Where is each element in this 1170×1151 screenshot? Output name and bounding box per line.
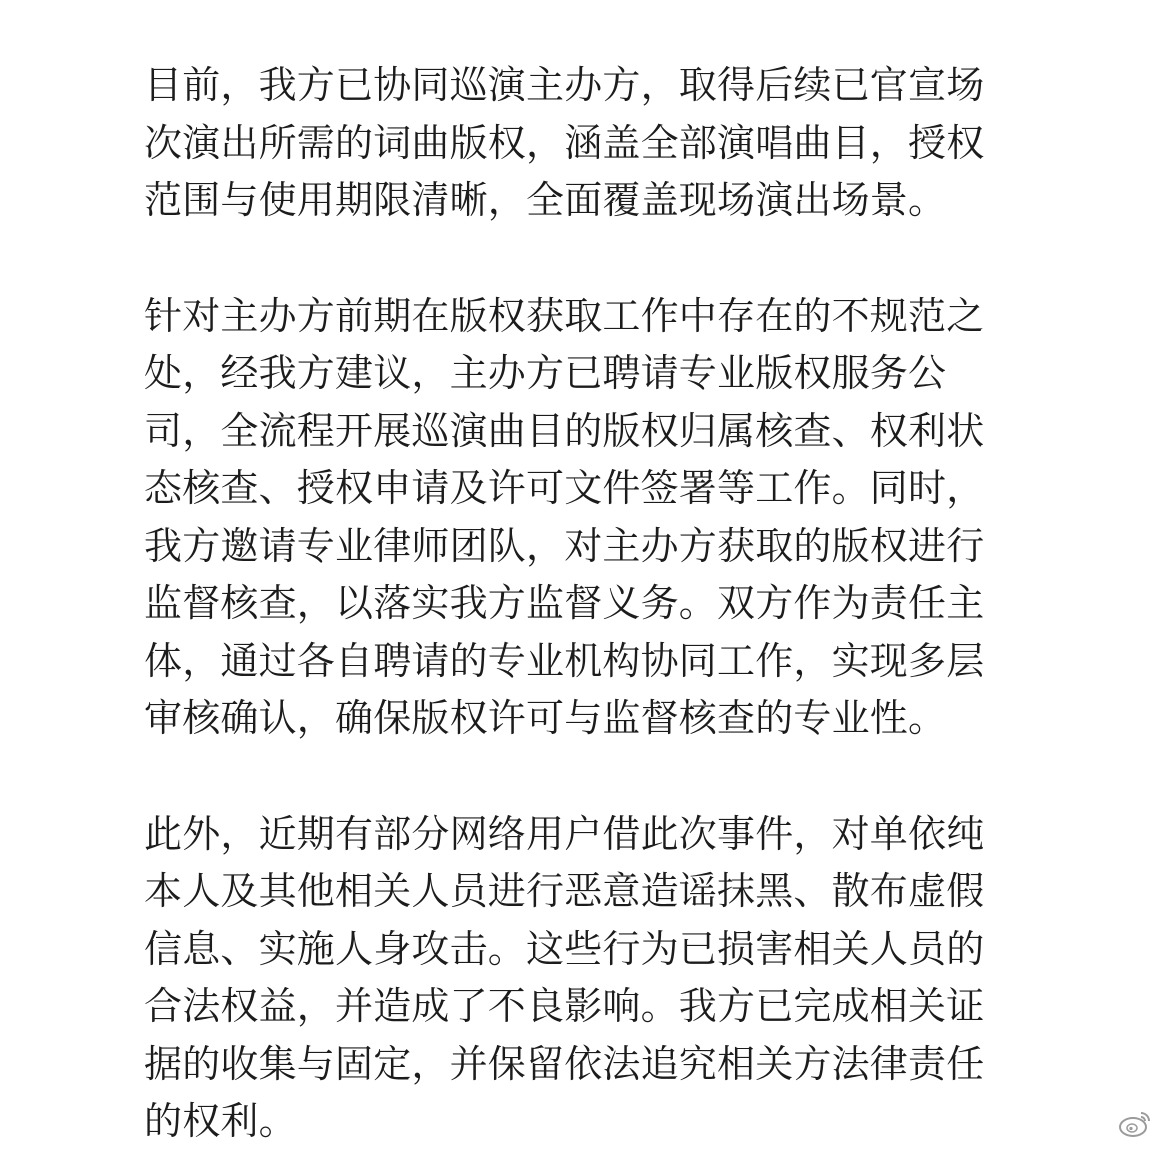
text-line: 此外，近期有部分网络用户借此次事件，对单依纯	[144, 811, 985, 856]
text-line: 监督核查，以落实我方监督义务。双方作为责任主	[144, 581, 985, 625]
paragraph-spacer	[144, 230, 1014, 288]
text-line: 本人及其他相关人员进行恶意造谣抹黑、散布虚假	[144, 869, 985, 913]
paragraph-spacer	[144, 748, 1014, 806]
text-line: 针对主办方前期在版权获取工作中存在的不规范之	[144, 293, 985, 338]
watermark	[1118, 1107, 1154, 1141]
text-line: 目前，我方已协同巡演主办方，取得后续已官宣场	[144, 63, 985, 107]
text-line: 体，通过各自聘请的专业机构协同工作，实现多层	[144, 638, 985, 683]
text-line: 我方邀请专业律师团队，对主办方获取的版权进行	[144, 523, 985, 568]
paragraph-legal-rights	[144, 806, 1014, 1151]
text-line: 据的收集与固定，并保留依法追究相关方法律责任	[144, 1041, 985, 1086]
paragraph-copyright-verification	[144, 288, 1014, 748]
text-line: 审核确认，确保版权许可与监督核查的专业性。	[144, 696, 947, 740]
text-line: 处，经我方建议，主办方已聘请专业版权服务公	[144, 351, 947, 395]
document-body	[144, 57, 1014, 1151]
paragraph-copyright-status	[144, 57, 1014, 230]
weibo-logo-icon	[1118, 1109, 1152, 1139]
text-line: 的权利。	[144, 1099, 297, 1143]
text-line: 合法权益，并造成了不良影响。我方已完成相关证	[144, 984, 985, 1028]
text-line: 范围与使用期限清晰，全面覆盖现场演出场景。	[144, 178, 947, 222]
text-line: 司，全流程开展巡演曲目的版权归属核查、权利状	[144, 408, 985, 453]
text-line: 次演出所需的词曲版权，涵盖全部演唱曲目，授权	[144, 120, 985, 165]
text-line: 态核查、授权申请及许可文件签署等工作。同时，	[144, 466, 985, 510]
text-line: 信息、实施人身攻击。这些行为已损害相关人员的	[144, 926, 985, 971]
